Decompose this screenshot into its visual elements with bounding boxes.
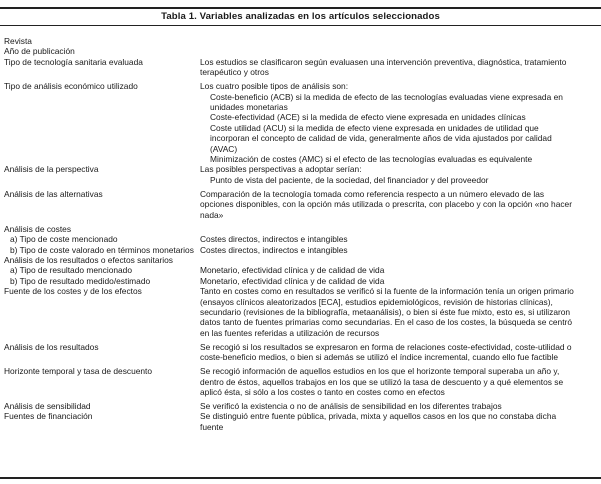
variable-label: Análisis de los resultados o efectos sanitarios [4,254,173,265]
variable-label: Año de publicación [4,46,75,57]
variable-description [200,255,601,265]
variable-label: Análisis de sensibilidad [4,400,91,411]
variable-description [200,366,601,397]
description-line: Costes directos, indirectos e intangibles [200,244,348,255]
variable-label: a) Tipo de resultado mencionado [10,265,132,276]
description-line: Se recogió si los resultados se expresaron en forma de relaciones coste-efectividad, coste-utilidad o coste-beneficio medios, o bien si además se utilizó el índice incremental, cuando ello fue factible [200,341,572,363]
header-rule [0,25,601,26]
variable-label: Fuentes de financiación [4,411,93,422]
description-line: Comparación de la tecnología tomada como referencia respecto a un número elevado de las opciones disponibles, con la opción más utilizada o prescrita, con placebo y con la opción «no hacer nada» [200,188,572,220]
description-line: Monetario, efectividad clínica y de calidad de vida [200,275,385,286]
variable-label: b) Tipo de coste valorado en términos monetarios [10,244,194,255]
table-row [0,189,601,220]
variable-description [200,81,601,164]
variable-description [200,286,601,338]
variable-label: b) Tipo de resultado medido/estimado [10,275,151,286]
variable-description [200,245,601,255]
variable-label: Revista [4,36,32,46]
variable-description [200,164,601,185]
top-rule [0,7,601,9]
table-title: Tabla 1. Variables analizadas en los artículos seleccionados [161,11,440,22]
description-line: Coste-efectividad (ACE) si la medida de efecto viene expresada en unidades clínicas [210,112,526,123]
variable-description [200,265,601,275]
description-line: Minimización de costes (AMC) si el efecto de las tecnologías evaluadas es equivalente [210,154,533,165]
description-line: Los estudios se clasificaron según evaluasen una intervención preventiva, diagnóstica, tratamiento terapéutico y otros [200,56,567,78]
table-row [0,366,601,397]
variable-label: Análisis de costes [4,223,72,234]
table-row [0,265,601,275]
variable-description [200,411,601,432]
variable-label: a) Tipo de coste mencionado [10,234,118,245]
variable-description [200,224,601,234]
description-line: Tanto en costes como en resultados se verificó si la fuente de la información tenía un origen primario (ensayos clínicos aleatorizados [ECA], estudios epidemiológicos, revisión de historias clínicas), secundario (revisiones de la bibliografía, metaanálisis), o bien si éste fue mixto, esto es, si utilizaron datos tanto de fuentes primarias como secundarias. En el caso de los costes, la búsqueda se centró en las fuentes referidas a utilización de recursos [200,286,574,338]
table-row [0,234,601,244]
description-line: Coste-beneficio (ACB) si la medida de efecto de las tecnologías evaluadas viene expresada en unidades monetarias [210,91,563,113]
description-line: Se verificó la existencia o no de análisis de sensibilidad en los diferentes trabajos [200,400,502,411]
description-line: Monetario, efectividad clínica y de calidad de vida [200,265,385,276]
variable-label: Horizonte temporal y tasa de descuento [4,366,153,377]
variable-label: Tipo de análisis económico utilizado [4,81,138,92]
variable-label: Análisis de las alternativas [4,188,103,199]
table-row [0,286,601,338]
variable-description [200,36,601,46]
variable-description [200,276,601,286]
table-row [0,46,601,56]
table-row [0,164,601,185]
description-line: Punto de vista del paciente, de la sociedad, del financiador y del proveedor [210,174,489,185]
table-row [0,411,601,432]
description-line: Costes directos, indirectos e intangibles [200,234,348,245]
table-body [0,36,601,432]
table-row [0,36,601,46]
table-row [0,81,601,164]
table-row [0,245,601,255]
description-line: Se recogió información de aquellos estudios en los que el horizonte temporal superaba un año y, dentro de éstos, aquellos trabajos en los que se utilizó la tasa de descuento y a qué elementos se aplicó ésta, si sólo a los costes o tanto en costes como en efectos [200,366,564,397]
variable-label: Análisis de la perspectiva [4,164,99,175]
variable-description [200,234,601,244]
table-row [0,224,601,234]
variable-description [200,342,601,363]
table-row [0,276,601,286]
table-row [0,57,601,78]
description-line: Las posibles perspectivas a adoptar serían: [200,164,362,175]
variable-description [200,189,601,220]
bottom-rule [0,477,601,479]
description-line: Los cuatro posible tipos de análisis son: [200,81,349,92]
description-line: Coste utilidad (ACU) si la medida de efecto viene expresada en unidades de utilidad que incorporan el concepto de calidad de vida, generalmente años de vida ajustados por calidad (AVAC) [210,122,552,154]
variable-description [200,57,601,78]
table-row [0,401,601,411]
variable-label: Análisis de los resultados [4,341,99,352]
variable-description [200,46,601,56]
variable-description [200,401,601,411]
description-line: Se distinguió entre fuente pública, privada, mixta y aquellos casos en los que no constaba dicha fuente [200,411,557,432]
variable-label: Tipo de tecnología sanitaria evaluada [4,56,143,67]
variable-label: Fuente de los costes y de los efectos [4,286,142,297]
table-row [0,342,601,363]
table-row [0,255,601,265]
